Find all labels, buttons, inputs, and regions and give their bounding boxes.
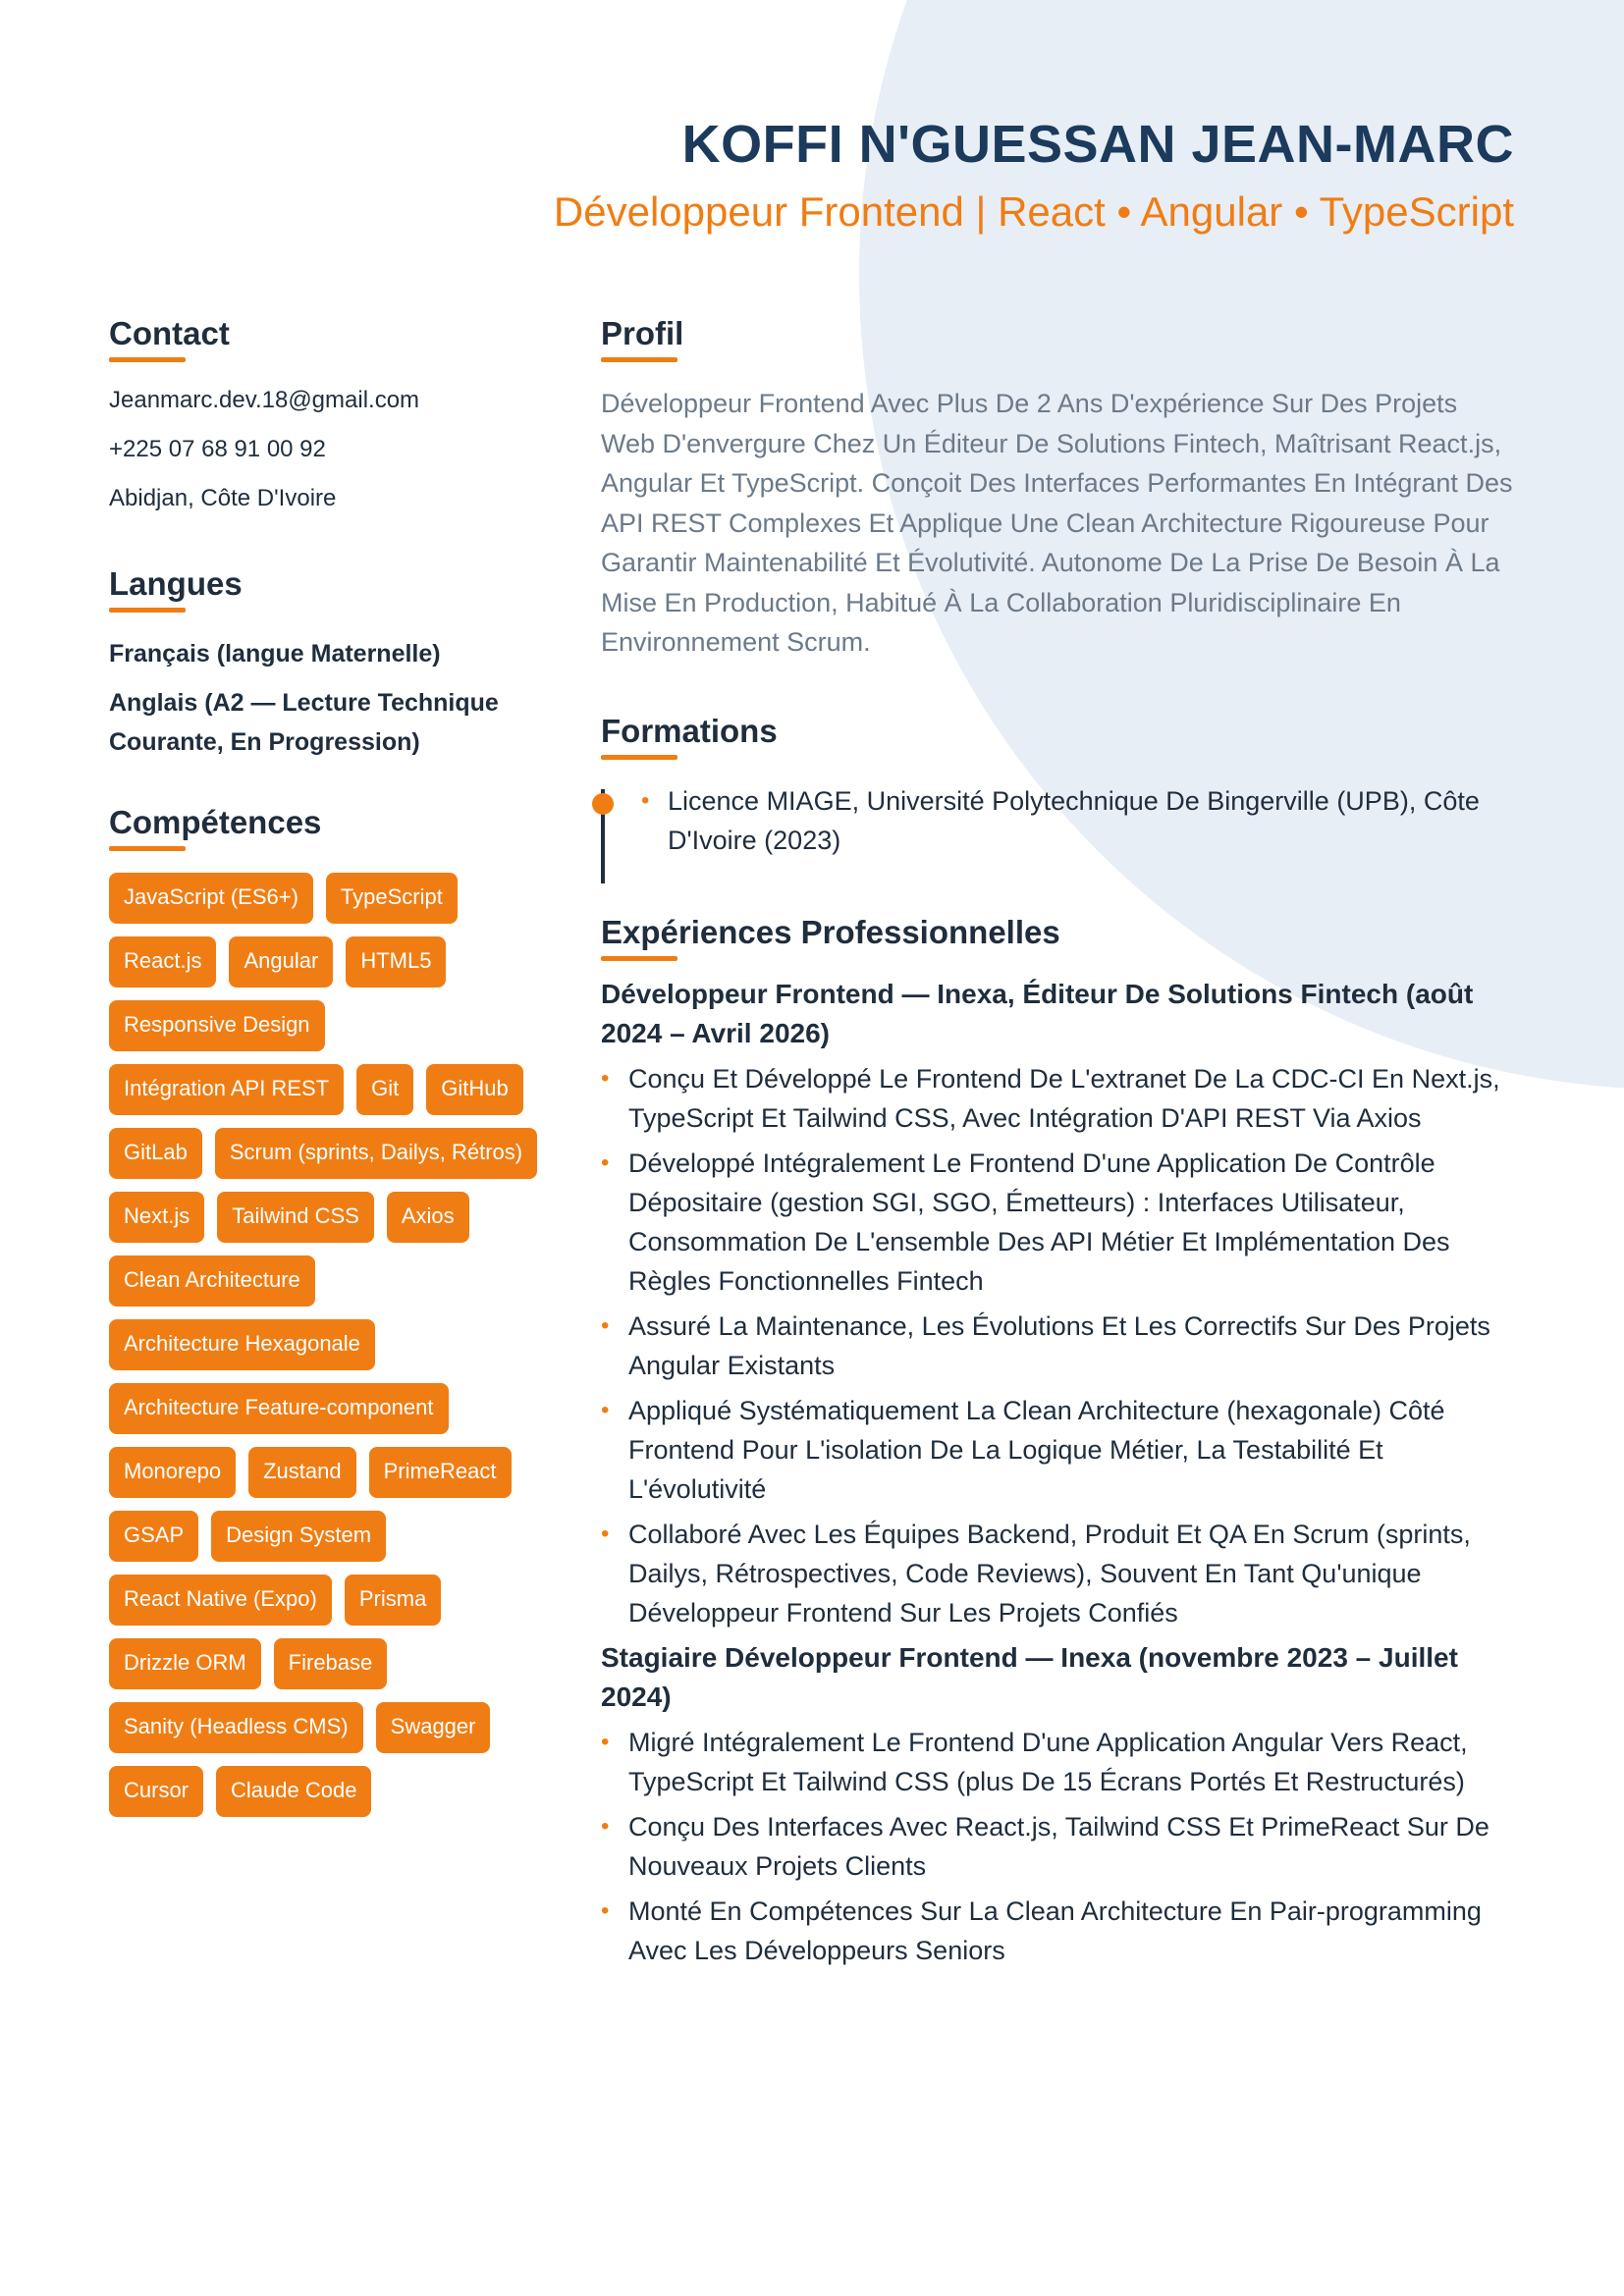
heading-underline bbox=[109, 608, 186, 613]
job-title: Stagiaire Développeur Frontend — Inexa (novembre 2023 – Juillet 2024) bbox=[601, 1641, 1458, 1712]
right-column bbox=[601, 312, 1516, 1976]
experience-heading: Expériences Professionnelles bbox=[601, 913, 1060, 950]
language-item: Français (langue Maternelle) bbox=[109, 640, 441, 667]
skill-tag: Sanity (Headless CMS) bbox=[109, 1702, 363, 1753]
job-bullet bbox=[601, 1723, 1516, 1801]
skill-tag: Next.js bbox=[109, 1192, 204, 1243]
skill-tag: Swagger bbox=[376, 1702, 491, 1753]
contact-email[interactable]: Jeanmarc.dev.18@gmail.com bbox=[109, 387, 420, 413]
job-bullet bbox=[601, 1892, 1516, 1970]
timeline-dot bbox=[592, 793, 614, 815]
experience-section bbox=[601, 911, 1516, 1970]
heading-underline bbox=[109, 357, 186, 362]
bullet-dot-icon: • bbox=[601, 1812, 610, 1840]
contact-section bbox=[109, 312, 556, 515]
skill-tag: Drizzle ORM bbox=[109, 1638, 261, 1689]
skill-tag: Angular bbox=[229, 936, 333, 988]
skill-tag: Claude Code bbox=[216, 1766, 371, 1817]
skill-tag: Zustand bbox=[248, 1447, 356, 1498]
heading-underline bbox=[601, 956, 677, 961]
skill-tags bbox=[109, 873, 561, 1817]
job-bullet bbox=[601, 1391, 1516, 1509]
skill-tag: Intégration API REST bbox=[109, 1064, 344, 1115]
skill-tag: GitHub bbox=[426, 1064, 522, 1115]
job-list bbox=[601, 975, 1516, 1970]
job-bullet-text: Migré Intégralement Le Frontend D'une Application Angular Vers React, TypeScript Et Tailwind CSS (plus De 15 Écrans Portés Et Restructurés) bbox=[628, 1727, 1468, 1796]
skill-tag: React Native (Expo) bbox=[109, 1575, 332, 1626]
education-item-text: Licence MIAGE, Université Polytechnique De Bingerville (UPB), Côte D'Ivoire (2023) bbox=[668, 785, 1480, 855]
skill-tag: GSAP bbox=[109, 1511, 198, 1562]
bullet-dot-icon: • bbox=[601, 1520, 610, 1547]
profile-text: Développeur Frontend Avec Plus De 2 Ans D'expérience Sur Des Projets Web D'envergure Chez Un Éditeur De Solutions Fintech, Maîtrisant React.js, Angular Et TypeScript. Conçoit Des Interfaces Performantes En Intégrant Des API REST Complexes Et Applique Une Clean Architecture Rigoureuse Pour Garantir Maintenabilité Et Évolutivité. Autonome De La Prise De Besoin À La Mise En Production, Habitué À La Collaboration Pluridisciplinaire En Environnement Scrum. bbox=[601, 389, 1513, 657]
skill-tag: Architecture Feature-component bbox=[109, 1383, 449, 1434]
bullet-dot-icon: • bbox=[601, 1311, 610, 1339]
skill-tag: Axios bbox=[387, 1192, 469, 1243]
bullet-dot-icon: • bbox=[601, 1396, 610, 1423]
bullet-dot-icon: • bbox=[641, 786, 650, 814]
heading-underline bbox=[109, 846, 186, 851]
education-timeline bbox=[601, 781, 1516, 860]
skill-tag: Cursor bbox=[109, 1766, 203, 1817]
job-bullet-text: Monté En Compétences Sur La Clean Architecture En Pair-programming Avec Les Développeurs Seniors bbox=[628, 1896, 1482, 1965]
job-bullet-text: Assuré La Maintenance, Les Évolutions Et Les Correctifs Sur Des Projets Angular Existants bbox=[628, 1310, 1490, 1380]
job-bullet-text: Appliqué Systématiquement La Clean Architecture (hexagonale) Côté Frontend Pour L'isolation De La Logique Métier, La Testabilité Et L'évolutivité bbox=[628, 1395, 1445, 1504]
skill-tag: GitLab bbox=[109, 1128, 202, 1179]
skill-tag: PrimeReact bbox=[369, 1447, 512, 1498]
job-bullet-text: Conçu Des Interfaces Avec React.js, Tailwind CSS Et PrimeReact Sur De Nouveaux Projets Clients bbox=[628, 1811, 1489, 1881]
skill-tag: Git bbox=[356, 1064, 413, 1115]
skill-tag: Tailwind CSS bbox=[217, 1192, 374, 1243]
education-section bbox=[601, 710, 1516, 860]
skill-tag: Prisma bbox=[345, 1575, 441, 1626]
education-item bbox=[641, 781, 1516, 860]
contact-heading: Contact bbox=[109, 315, 230, 351]
skill-tag: Responsive Design bbox=[109, 1000, 325, 1051]
bullet-dot-icon: • bbox=[601, 1896, 610, 1924]
job-bullets bbox=[601, 1723, 1516, 1970]
left-column bbox=[109, 312, 556, 1817]
languages-section bbox=[109, 562, 556, 762]
skill-tag: Architecture Hexagonale bbox=[109, 1319, 375, 1370]
skill-tag: JavaScript (ES6+) bbox=[109, 873, 313, 924]
skill-tag: Clean Architecture bbox=[109, 1255, 315, 1307]
job-title: Développeur Frontend — Inexa, Éditeur De Solutions Fintech (août 2024 – Avril 2026) bbox=[601, 978, 1474, 1048]
languages-heading: Langues bbox=[109, 565, 243, 602]
skill-tag: React.js bbox=[109, 936, 216, 988]
candidate-name: KOFFI N'GUESSAN JEAN-MARC bbox=[681, 115, 1514, 174]
heading-underline bbox=[601, 357, 677, 362]
profile-section bbox=[601, 312, 1516, 663]
language-item: Anglais (A2 — Lecture Technique Courante, En Progression) bbox=[109, 689, 499, 756]
heading-underline bbox=[601, 755, 677, 760]
candidate-title: Développeur Frontend | React • Angular • TypeScript bbox=[553, 188, 1514, 235]
profile-heading: Profil bbox=[601, 315, 684, 351]
job-bullet bbox=[601, 1144, 1516, 1301]
job-bullet bbox=[601, 1515, 1516, 1632]
contact-location: Abidjan, Côte D'Ivoire bbox=[109, 485, 337, 511]
job-bullet bbox=[601, 1059, 1516, 1138]
job-bullets bbox=[601, 1059, 1516, 1632]
job-bullet-text: Conçu Et Développé Le Frontend De L'extranet De La CDC-CI En Next.js, TypeScript Et Tailwind CSS, Avec Intégration D'API REST Via Axios bbox=[628, 1063, 1500, 1133]
job-bullet-text: Développé Intégralement Le Frontend D'une Application De Contrôle Dépositaire (gestion SGI, SGO, Émetteurs) : Interfaces Utilisateur, Consommation De L'ensemble Des API Métier Et Implémentation Des Règles Fonctionnelles Fintech bbox=[628, 1148, 1450, 1296]
skill-tag: HTML5 bbox=[346, 936, 446, 988]
bullet-dot-icon: • bbox=[601, 1148, 610, 1176]
skill-tag: TypeScript bbox=[326, 873, 458, 924]
education-heading: Formations bbox=[601, 712, 778, 749]
job-bullet bbox=[601, 1807, 1516, 1886]
bullet-dot-icon: • bbox=[601, 1064, 610, 1092]
contact-phone[interactable]: +225 07 68 91 00 92 bbox=[109, 436, 326, 462]
skill-tag: Scrum (sprints, Dailys, Rétros) bbox=[215, 1128, 537, 1179]
job-bullet bbox=[601, 1307, 1516, 1385]
skill-tag: Monorepo bbox=[109, 1447, 236, 1498]
bullet-dot-icon: • bbox=[601, 1728, 610, 1755]
skill-tag: Design System bbox=[211, 1511, 386, 1562]
skills-section bbox=[109, 801, 556, 1817]
resume-header bbox=[554, 110, 1514, 241]
skills-heading: Compétences bbox=[109, 804, 322, 840]
skill-tag: Firebase bbox=[274, 1638, 388, 1689]
job-bullet-text: Collaboré Avec Les Équipes Backend, Produit Et QA En Scrum (sprints, Dailys, Rétrospectives, Code Reviews), Souvent En Tant Qu'unique Développeur Frontend Sur Les Projets Confiés bbox=[628, 1519, 1471, 1628]
